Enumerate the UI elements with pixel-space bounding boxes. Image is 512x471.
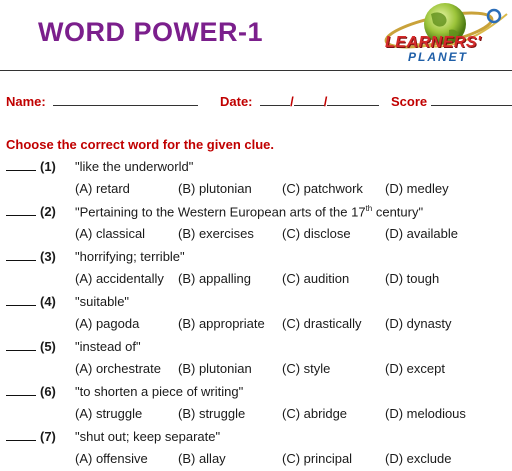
answer-option: (B) struggle (178, 406, 246, 421)
question-clue: "to shorten a piece of writing" (75, 384, 244, 399)
question-number (6, 159, 56, 174)
answer-option: (B) appalling (178, 271, 251, 286)
score-blank (431, 93, 512, 106)
answer-option: (C) patchwork (282, 181, 363, 196)
question-number-label: (7) (40, 429, 56, 444)
question-number-label: (4) (40, 294, 56, 309)
question-number-label: (3) (40, 249, 56, 264)
clue-superscript: th (365, 204, 373, 213)
question-number (6, 294, 56, 309)
date-blank-year (327, 93, 379, 106)
question-number-label: (2) (40, 204, 56, 219)
question-clue: "shut out; keep separate" (75, 429, 221, 444)
question-number (6, 384, 56, 399)
answer-option: (A) pagoda (75, 316, 140, 331)
answer-option: (A) retard (75, 181, 130, 196)
answer-option: (C) abridge (282, 406, 348, 421)
answer-blank (6, 159, 36, 171)
date-blank-day (260, 93, 290, 106)
answer-blank (6, 339, 36, 351)
answer-option: (C) audition (282, 271, 350, 286)
student-info-row: Name: Date: / / Score (6, 93, 512, 109)
question-number (6, 249, 56, 264)
score-label: Score (391, 94, 428, 109)
answer-blank (6, 294, 36, 306)
question-clue: "instead of" (75, 339, 141, 354)
answer-option: (C) principal (282, 451, 353, 466)
answer-option: (A) accidentally (75, 271, 164, 286)
question-number (6, 429, 56, 444)
answer-option: (B) exercises (178, 226, 254, 241)
answer-option: (C) style (282, 361, 331, 376)
answer-option: (B) plutonian (178, 361, 252, 376)
answer-option: (A) classical (75, 226, 146, 241)
answer-option: (D) medley (385, 181, 449, 196)
answer-option: (C) drastically (282, 316, 362, 331)
answer-option: (B) appropriate (178, 316, 265, 331)
answer-option: (B) allay (178, 451, 226, 466)
answer-option: (D) dynasty (385, 316, 452, 331)
header-divider (0, 70, 512, 71)
answer-blank (6, 384, 36, 396)
answer-blank (6, 429, 36, 441)
answer-option: (D) except (385, 361, 445, 376)
answer-option: (B) plutonian (178, 181, 252, 196)
question-clue: "like the underworld" (75, 159, 194, 174)
logo-text-learners: LEARNERS' (385, 34, 482, 51)
question-number-label: (6) (40, 384, 56, 399)
question-clue: "horrifying; terrible" (75, 249, 185, 264)
answer-option: (D) melodious (385, 406, 466, 421)
question-number (6, 339, 56, 354)
page-title: WORD POWER-1 (38, 17, 263, 47)
answer-blank (6, 249, 36, 261)
logo-text-planet: PLANET (408, 50, 468, 64)
learners-planet-logo (381, 0, 512, 70)
question-number-label: (1) (40, 159, 56, 174)
clue-text: century" (372, 204, 424, 220)
answer-option: (D) available (385, 226, 458, 241)
name-blank (53, 93, 198, 106)
answer-option: (A) orchestrate (75, 361, 161, 376)
answer-option: (D) exclude (385, 451, 452, 466)
answer-option: (C) disclose (282, 226, 351, 241)
date-label: Date: (220, 94, 253, 109)
question-clue: "suitable" (75, 294, 130, 309)
question-clue (75, 204, 423, 219)
instruction-text: Choose the correct word for the given clue. (6, 137, 274, 152)
answer-option: (D) tough (385, 271, 440, 286)
question-number (6, 204, 56, 219)
answer-blank (6, 204, 36, 216)
date-blank-month (294, 93, 324, 106)
name-label: Name: (6, 94, 46, 109)
answer-option: (A) offensive (75, 451, 148, 466)
question-number-label: (5) (40, 339, 56, 354)
clue-text: "Pertaining to the Western European arts of the 17 (75, 204, 366, 220)
answer-option: (A) struggle (75, 406, 143, 421)
